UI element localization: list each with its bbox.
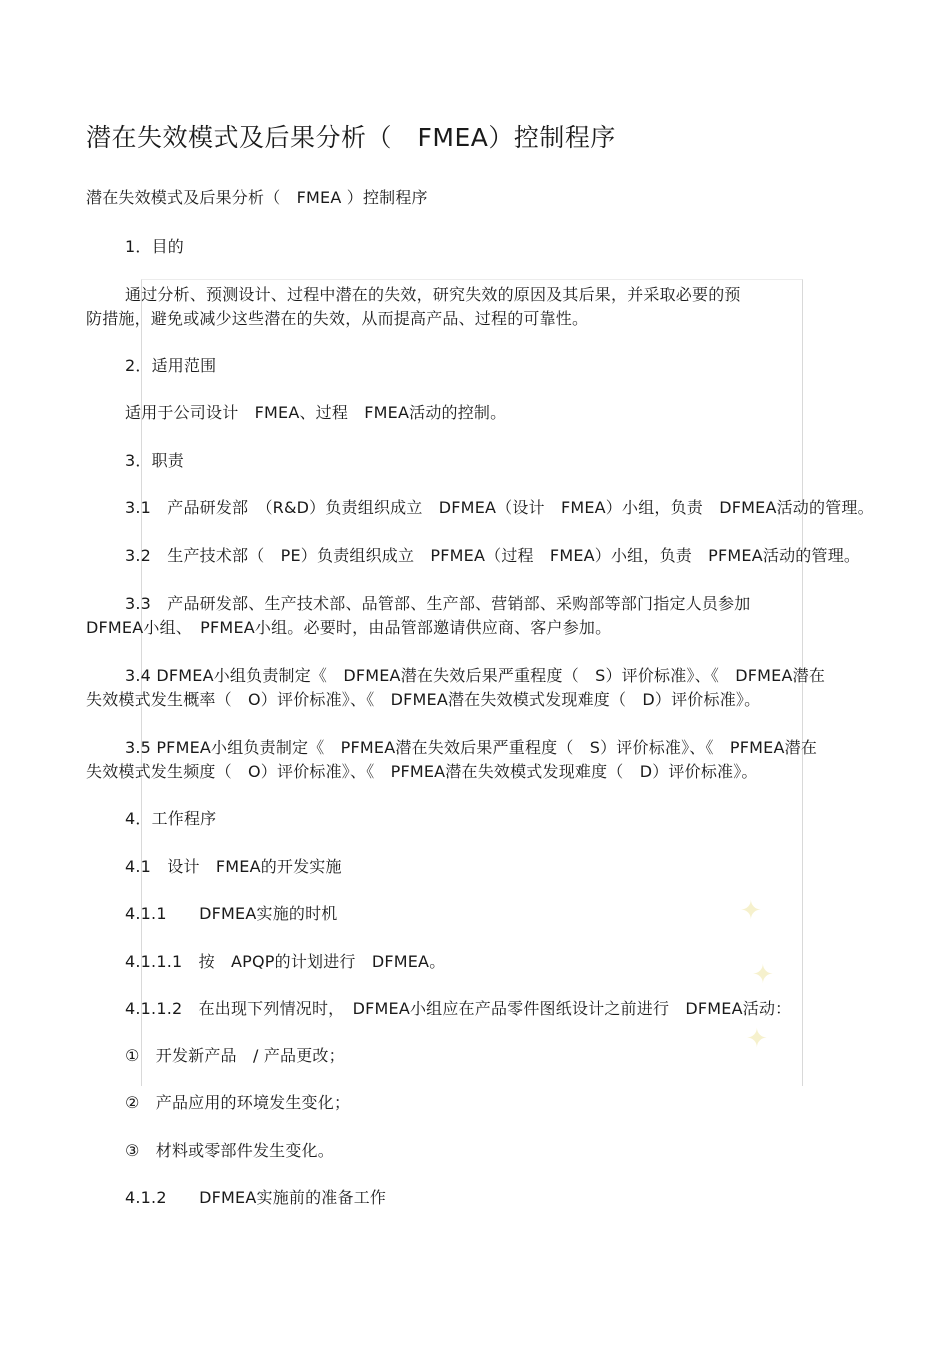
section-4-1-1: 4.1.1 DFMEA实施的时机 xyxy=(125,904,338,923)
responsibility-3-5-a: 3.5 PFMEA小组负责制定《 PFMEA潜在失效后果严重程度（ S）评价标准》、《 PFMEA潜在 xyxy=(125,738,818,757)
responsibility-3-3-a: 3.3 产品研发部、生产技术部、品管部、生产部、营销部、采购部等部门指定人员参加 xyxy=(125,594,751,613)
heading-scope: 2．适用范围 xyxy=(125,356,217,375)
section-4-1-1-2: 4.1.1.2 在出现下列情况时， DFMEA小组应在产品零件图纸设计之前进行 DFMEA活动： xyxy=(125,999,792,1018)
watermark-star-icon: ✦ xyxy=(752,960,774,990)
responsibility-3-2: 3.2 生产技术部（ PE）负责组织成立 PFMEA（过程 FMEA）小组，负责 PFMEA活动的管理。 xyxy=(125,546,861,565)
responsibility-3-5-b: 失效模式发生频度（ O）评价标准》、《 PFMEA潜在失效模式发现难度（ D）评价标准》。 xyxy=(86,762,758,781)
list-item-1: ① 开发新产品 / 产品更改； xyxy=(125,1046,345,1065)
scope-text: 适用于公司设计 FMEA、过程 FMEA活动的控制。 xyxy=(125,403,507,422)
document-subtitle: 潜在失效模式及后果分析（ FMEA ）控制程序 xyxy=(86,188,428,207)
watermark-star-icon: ✦ xyxy=(740,896,762,926)
watermark-star-icon: ✦ xyxy=(746,1024,768,1054)
list-item-2: ② 产品应用的环境发生变化； xyxy=(125,1093,351,1112)
responsibility-3-4-a: 3.4 DFMEA小组负责制定《 DFMEA潜在失效后果严重程度（ S）评价标准》、《 DFMEA潜在 xyxy=(125,666,826,685)
responsibility-3-3-b: DFMEA小组、 PFMEA小组。必要时，由品管部邀请供应商、客户参加。 xyxy=(86,618,612,637)
section-4-1-1-1: 4.1.1.1 按 APQP的计划进行 DFMEA。 xyxy=(125,952,446,971)
heading-procedure: 4．工作程序 xyxy=(125,809,217,828)
responsibility-3-1: 3.1 产品研发部 （R&D）负责组织成立 DFMEA（设计 FMEA）小组，负责 DFMEA活动的管理。 xyxy=(125,498,874,517)
section-4-1-2: 4.1.2 DFMEA实施前的准备工作 xyxy=(125,1188,387,1207)
section-4-1: 4.1 设计 FMEA的开发实施 xyxy=(125,857,342,876)
heading-purpose: 1．目的 xyxy=(125,237,184,256)
responsibility-3-4-b: 失效模式发生概率（ O）评价标准》、《 DFMEA潜在失效模式发现难度（ D）评价标准》。 xyxy=(86,690,761,709)
purpose-text-1: 通过分析、预测设计、过程中潜在的失效，研究失效的原因及其后果，并采取必要的预 xyxy=(125,285,741,304)
purpose-text-2: 防措施，避免或减少这些潜在的失效，从而提高产品、过程的可靠性。 xyxy=(86,309,589,328)
list-item-3: ③ 材料或零部件发生变化。 xyxy=(125,1141,334,1160)
document-title: 潜在失效模式及后果分析（ FMEA）控制程序 xyxy=(86,123,616,152)
heading-responsibilities: 3．职责 xyxy=(125,451,184,470)
